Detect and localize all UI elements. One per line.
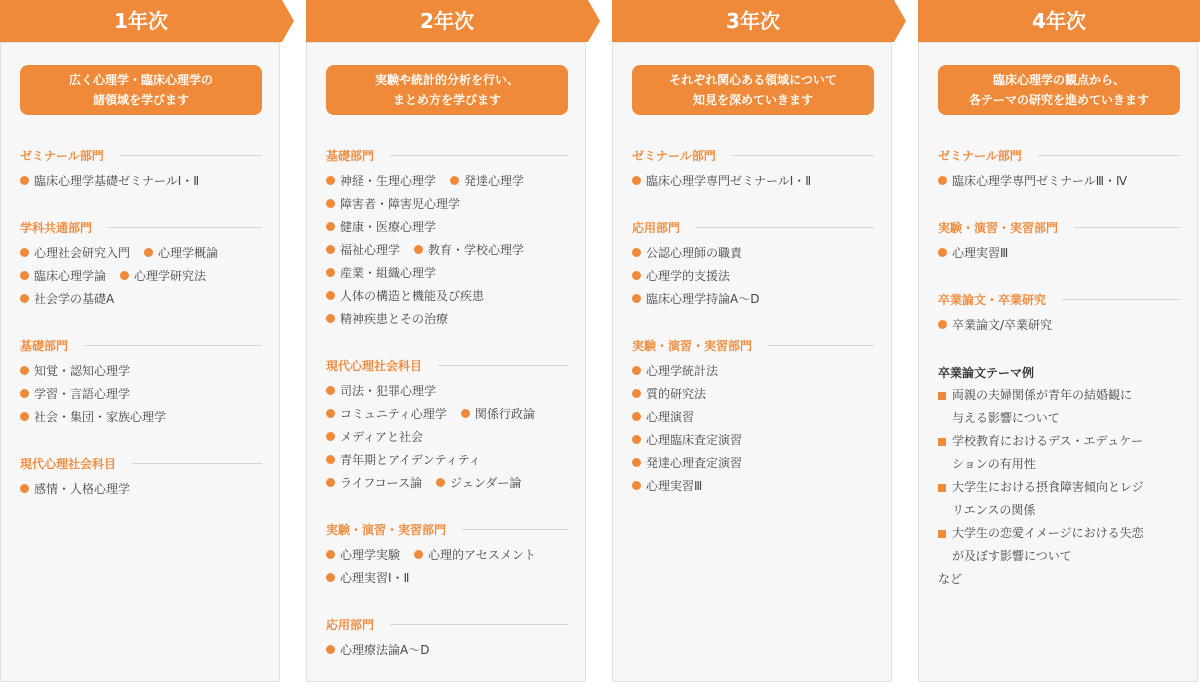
section-divider xyxy=(108,227,262,228)
bullet-dot-icon xyxy=(120,271,129,280)
course-name: 司法・犯罪心理学 xyxy=(340,384,437,398)
theme-line xyxy=(938,384,1180,407)
bullet-dot-icon xyxy=(326,199,335,208)
section-header xyxy=(326,520,568,538)
year-column-1 xyxy=(0,0,282,680)
theme-text: 大学生における摂食障害傾向とレジ xyxy=(952,480,1144,494)
section-header xyxy=(326,146,568,164)
course-section xyxy=(938,290,1180,336)
course-name: 卒業論文/卒業研究 xyxy=(952,318,1053,332)
course-name: 公認心理師の職責 xyxy=(646,246,743,260)
course-name: 心理学概論 xyxy=(158,246,219,260)
bullet-dot-icon xyxy=(326,478,335,487)
course-item xyxy=(326,241,400,258)
course-row xyxy=(632,382,874,405)
course-item xyxy=(326,546,400,563)
square-bullet-icon xyxy=(938,438,946,446)
course-item xyxy=(144,244,218,261)
bullet-dot-icon xyxy=(632,176,641,185)
course-row xyxy=(20,264,262,287)
course-name: 心理実習Ⅲ xyxy=(646,479,703,493)
course-name: 心理実習Ⅰ・Ⅱ xyxy=(340,571,410,585)
course-item xyxy=(326,569,409,586)
section-title: 応用部門 xyxy=(326,617,375,632)
bullet-dot-icon xyxy=(326,245,335,254)
course-row xyxy=(326,425,568,448)
course-name: 産業・組織心理学 xyxy=(340,266,437,280)
course-name: 神経・生理心理学 xyxy=(340,174,437,188)
course-row xyxy=(20,405,262,428)
course-row xyxy=(632,474,874,497)
section-divider xyxy=(84,345,262,346)
thesis-themes-title: 卒業論文テーマ例 xyxy=(938,366,1035,380)
course-item xyxy=(326,172,436,189)
section-divider xyxy=(132,463,262,464)
bullet-dot-icon xyxy=(632,294,641,303)
bullet-dot-icon xyxy=(20,294,29,303)
course-item xyxy=(20,408,166,425)
bullet-dot-icon xyxy=(632,435,641,444)
course-section xyxy=(20,454,262,500)
section-divider xyxy=(768,345,874,346)
bullet-dot-icon xyxy=(326,645,335,654)
section-header xyxy=(938,218,1180,236)
theme-line xyxy=(938,430,1180,453)
section-header xyxy=(20,454,262,472)
course-item xyxy=(326,474,422,491)
section-title: 実験・演習・実習部門 xyxy=(326,522,447,537)
course-name: 青年期とアイデンティティ xyxy=(340,453,481,467)
course-item xyxy=(461,405,535,422)
bullet-dot-icon xyxy=(632,271,641,280)
bullet-dot-icon xyxy=(20,484,29,493)
course-list xyxy=(938,146,1180,591)
course-row xyxy=(326,566,568,589)
theme-line xyxy=(938,522,1180,545)
course-row xyxy=(326,261,568,284)
course-name: 心理社会研究入門 xyxy=(34,246,131,260)
year-column-2 xyxy=(306,0,588,680)
section-title: 現代心理社会科目 xyxy=(326,358,423,373)
section-title: ゼミナール部門 xyxy=(20,148,104,163)
course-row xyxy=(632,405,874,428)
course-name: 臨床心理学専門ゼミナールⅠ・Ⅱ xyxy=(646,174,812,188)
course-row xyxy=(632,264,874,287)
course-item xyxy=(414,241,524,258)
bullet-dot-icon xyxy=(20,412,29,421)
bullet-dot-icon xyxy=(326,573,335,582)
course-row xyxy=(326,192,568,215)
course-name: 臨床心理学基礎ゼミナールⅠ・Ⅱ xyxy=(34,174,200,188)
theme-line xyxy=(938,499,1180,522)
course-item xyxy=(20,480,130,497)
section-header xyxy=(326,615,568,633)
section-divider xyxy=(696,227,874,228)
course-name: 学習・言語心理学 xyxy=(34,387,131,401)
course-item xyxy=(326,382,436,399)
course-item xyxy=(632,244,742,261)
theme-text: リエンスの関係 xyxy=(952,503,1036,517)
course-name: 心理療法論A～D xyxy=(340,643,430,657)
course-row xyxy=(20,477,262,500)
course-item xyxy=(450,172,524,189)
bullet-dot-icon xyxy=(20,366,29,375)
course-name: 人体の構造と機能及び疾患 xyxy=(340,289,485,303)
theme-text: 学校教育におけるデス・エデュケー xyxy=(952,434,1144,448)
course-name: 心理的アセスメント xyxy=(428,548,536,562)
course-list xyxy=(326,146,568,687)
course-section xyxy=(326,146,568,330)
course-name: 障害者・障害児心理学 xyxy=(340,197,461,211)
theme-line xyxy=(938,453,1180,476)
year-header xyxy=(918,0,1200,42)
course-item xyxy=(326,287,484,304)
course-row xyxy=(326,284,568,307)
section-header xyxy=(20,146,262,164)
course-item xyxy=(632,267,730,284)
course-item xyxy=(414,546,536,563)
course-item xyxy=(326,405,447,422)
course-name: 心理実習Ⅲ xyxy=(952,246,1009,260)
course-row xyxy=(326,238,568,261)
theme-line xyxy=(938,545,1180,568)
bullet-dot-icon xyxy=(414,245,423,254)
bullet-dot-icon xyxy=(326,409,335,418)
course-name: 心理学実験 xyxy=(340,548,401,562)
theme-text: 与える影響について xyxy=(952,411,1060,425)
bullet-dot-icon xyxy=(326,386,335,395)
themes-etc: など xyxy=(938,572,963,586)
course-item xyxy=(632,454,742,471)
course-item xyxy=(436,474,521,491)
course-name: 臨床心理学論 xyxy=(34,269,107,283)
section-divider xyxy=(390,624,568,625)
course-item xyxy=(20,267,106,284)
thesis-theme-item xyxy=(938,522,1180,568)
course-item xyxy=(632,172,811,189)
bullet-dot-icon xyxy=(326,550,335,559)
bullet-dot-icon xyxy=(632,366,641,375)
course-item xyxy=(20,244,130,261)
section-header xyxy=(632,336,874,354)
course-row xyxy=(632,241,874,264)
course-item xyxy=(938,244,1008,261)
course-item xyxy=(20,385,130,402)
bullet-dot-icon xyxy=(414,550,423,559)
course-row xyxy=(326,471,568,494)
course-name: ライフコース論 xyxy=(340,476,423,490)
year-column-4 xyxy=(918,0,1200,680)
course-name: 感情・人格心理学 xyxy=(34,482,131,496)
course-row xyxy=(20,287,262,310)
section-divider xyxy=(1062,299,1180,300)
section-header xyxy=(326,356,568,374)
course-section xyxy=(326,615,568,661)
square-bullet-icon xyxy=(938,392,946,400)
course-name: 心理臨床査定演習 xyxy=(646,433,743,447)
section-title: ゼミナール部門 xyxy=(938,148,1022,163)
intro-box: 臨床心理学の観点から、 各テーマの研究を進めていきます xyxy=(938,65,1180,115)
course-row xyxy=(326,402,568,425)
section-header xyxy=(632,146,874,164)
course-item xyxy=(938,316,1052,333)
thesis-theme-item xyxy=(938,476,1180,522)
course-item xyxy=(120,267,206,284)
course-name: 心理学統計法 xyxy=(646,364,719,378)
section-title: 現代心理社会科目 xyxy=(20,456,117,471)
intro-box: 広く心理学・臨床心理学の 諸領域を学びます xyxy=(20,65,262,115)
section-title: ゼミナール部門 xyxy=(632,148,716,163)
course-section xyxy=(938,218,1180,264)
bullet-dot-icon xyxy=(326,432,335,441)
course-name: 心理演習 xyxy=(646,410,695,424)
course-row xyxy=(20,382,262,405)
section-divider xyxy=(462,529,568,530)
course-row xyxy=(326,448,568,471)
course-section xyxy=(326,356,568,494)
course-row xyxy=(326,379,568,402)
course-name: 社会・集団・家族心理学 xyxy=(34,410,167,424)
theme-text: ションの有用性 xyxy=(952,457,1036,471)
course-row xyxy=(632,169,874,192)
course-name: 関係行政論 xyxy=(474,407,535,421)
course-row xyxy=(326,169,568,192)
course-section xyxy=(326,520,568,589)
course-name: 発達心理学 xyxy=(464,174,525,188)
bullet-dot-icon xyxy=(326,222,335,231)
section-title: 卒業論文・卒業研究 xyxy=(938,292,1047,307)
course-row xyxy=(632,428,874,451)
course-item xyxy=(632,362,718,379)
bullet-dot-icon xyxy=(632,412,641,421)
course-item xyxy=(20,172,199,189)
course-name: 社会学の基礎A xyxy=(34,292,115,306)
section-divider xyxy=(1038,155,1180,156)
course-item xyxy=(632,477,702,494)
course-section xyxy=(20,218,262,310)
course-row xyxy=(326,307,568,330)
course-section xyxy=(938,146,1180,192)
course-item xyxy=(326,264,436,281)
bullet-dot-icon xyxy=(326,291,335,300)
year-label: 1年次 xyxy=(114,9,168,33)
course-row xyxy=(20,169,262,192)
intro-box: 実験や統計的分析を行い、 まとめ方を学びます xyxy=(326,65,568,115)
section-header xyxy=(938,146,1180,164)
theme-text: 両親の夫婦関係が青年の結婚観に xyxy=(952,388,1133,402)
bullet-dot-icon xyxy=(326,455,335,464)
bullet-dot-icon xyxy=(326,176,335,185)
course-section xyxy=(20,146,262,192)
bullet-dot-icon xyxy=(20,271,29,280)
year-label: 3年次 xyxy=(726,9,780,33)
year-column-3 xyxy=(612,0,894,680)
course-row xyxy=(20,359,262,382)
course-row xyxy=(938,241,1180,264)
course-row xyxy=(326,543,568,566)
section-divider xyxy=(438,365,568,366)
section-title: 基礎部門 xyxy=(20,338,69,353)
bullet-dot-icon xyxy=(938,320,947,329)
square-bullet-icon xyxy=(938,484,946,492)
course-item xyxy=(326,218,436,235)
year-label: 2年次 xyxy=(420,9,474,33)
course-item xyxy=(326,310,448,327)
course-list xyxy=(632,146,874,523)
course-name: コミュニティ心理学 xyxy=(340,407,447,421)
course-item xyxy=(938,172,1127,189)
year-label: 4年次 xyxy=(1032,9,1086,33)
section-title: 基礎部門 xyxy=(326,148,375,163)
theme-text: が及ぼす影響について xyxy=(952,549,1072,563)
theme-text: 大学生の恋愛イメージにおける失恋 xyxy=(952,526,1144,540)
bullet-dot-icon xyxy=(20,176,29,185)
course-item xyxy=(326,451,481,468)
year-header xyxy=(0,0,294,42)
year-header xyxy=(612,0,906,42)
section-title: 応用部門 xyxy=(632,220,681,235)
section-divider xyxy=(390,155,568,156)
course-row xyxy=(632,359,874,382)
section-title: 実験・演習・実習部門 xyxy=(632,338,753,353)
course-name: ジェンダー論 xyxy=(450,476,522,490)
thesis-theme-item xyxy=(938,384,1180,430)
course-item xyxy=(632,408,694,425)
bullet-dot-icon xyxy=(632,481,641,490)
bullet-dot-icon xyxy=(938,176,947,185)
course-item xyxy=(632,385,706,402)
course-name: 福祉心理学 xyxy=(340,243,401,257)
course-row xyxy=(632,451,874,474)
bullet-dot-icon xyxy=(632,458,641,467)
bullet-dot-icon xyxy=(326,314,335,323)
section-header xyxy=(632,218,874,236)
bullet-dot-icon xyxy=(450,176,459,185)
section-title: 実験・演習・実習部門 xyxy=(938,220,1059,235)
course-row xyxy=(326,215,568,238)
theme-line xyxy=(938,476,1180,499)
course-section xyxy=(632,218,874,310)
section-divider xyxy=(120,155,262,156)
bullet-dot-icon xyxy=(938,248,947,257)
course-item xyxy=(326,641,429,658)
bullet-dot-icon xyxy=(461,409,470,418)
section-header xyxy=(938,290,1180,308)
course-item xyxy=(20,362,130,379)
course-section xyxy=(632,146,874,192)
course-name: 心理学的支援法 xyxy=(646,269,731,283)
section-header xyxy=(20,336,262,354)
course-item xyxy=(326,195,460,212)
course-section xyxy=(632,336,874,497)
course-name: 質的研究法 xyxy=(646,387,707,401)
course-row xyxy=(632,287,874,310)
section-divider xyxy=(732,155,874,156)
bullet-dot-icon xyxy=(436,478,445,487)
course-name: 健康・医療心理学 xyxy=(340,220,437,234)
course-item xyxy=(632,290,759,307)
course-name: 臨床心理学専門ゼミナールⅢ・Ⅳ xyxy=(952,174,1128,188)
intro-box: それぞれ関心ある領域について 知見を深めていきます xyxy=(632,65,874,115)
bullet-dot-icon xyxy=(632,248,641,257)
bullet-dot-icon xyxy=(20,248,29,257)
section-header xyxy=(20,218,262,236)
section-title: 学科共通部門 xyxy=(20,220,93,235)
course-row xyxy=(938,313,1180,336)
course-row xyxy=(326,638,568,661)
course-name: 知覚・認知心理学 xyxy=(34,364,131,378)
course-list xyxy=(20,146,262,526)
course-item xyxy=(632,431,742,448)
course-item xyxy=(326,428,423,445)
course-section xyxy=(20,336,262,428)
year-header xyxy=(306,0,600,42)
course-name: メディアと社会 xyxy=(340,430,424,444)
course-row xyxy=(938,169,1180,192)
bullet-dot-icon xyxy=(20,389,29,398)
section-divider xyxy=(1074,227,1180,228)
bullet-dot-icon xyxy=(632,389,641,398)
course-row xyxy=(20,241,262,264)
bullet-dot-icon xyxy=(144,248,153,257)
bullet-dot-icon xyxy=(326,268,335,277)
square-bullet-icon xyxy=(938,530,946,538)
course-name: 教育・学校心理学 xyxy=(428,243,525,257)
course-name: 精神疾患とその治療 xyxy=(340,312,449,326)
course-name: 心理学研究法 xyxy=(134,269,207,283)
theme-line xyxy=(938,407,1180,430)
thesis-theme-item xyxy=(938,430,1180,476)
course-name: 臨床心理学持論A～D xyxy=(646,292,760,306)
course-name: 発達心理査定演習 xyxy=(646,456,743,470)
course-item xyxy=(20,290,114,307)
